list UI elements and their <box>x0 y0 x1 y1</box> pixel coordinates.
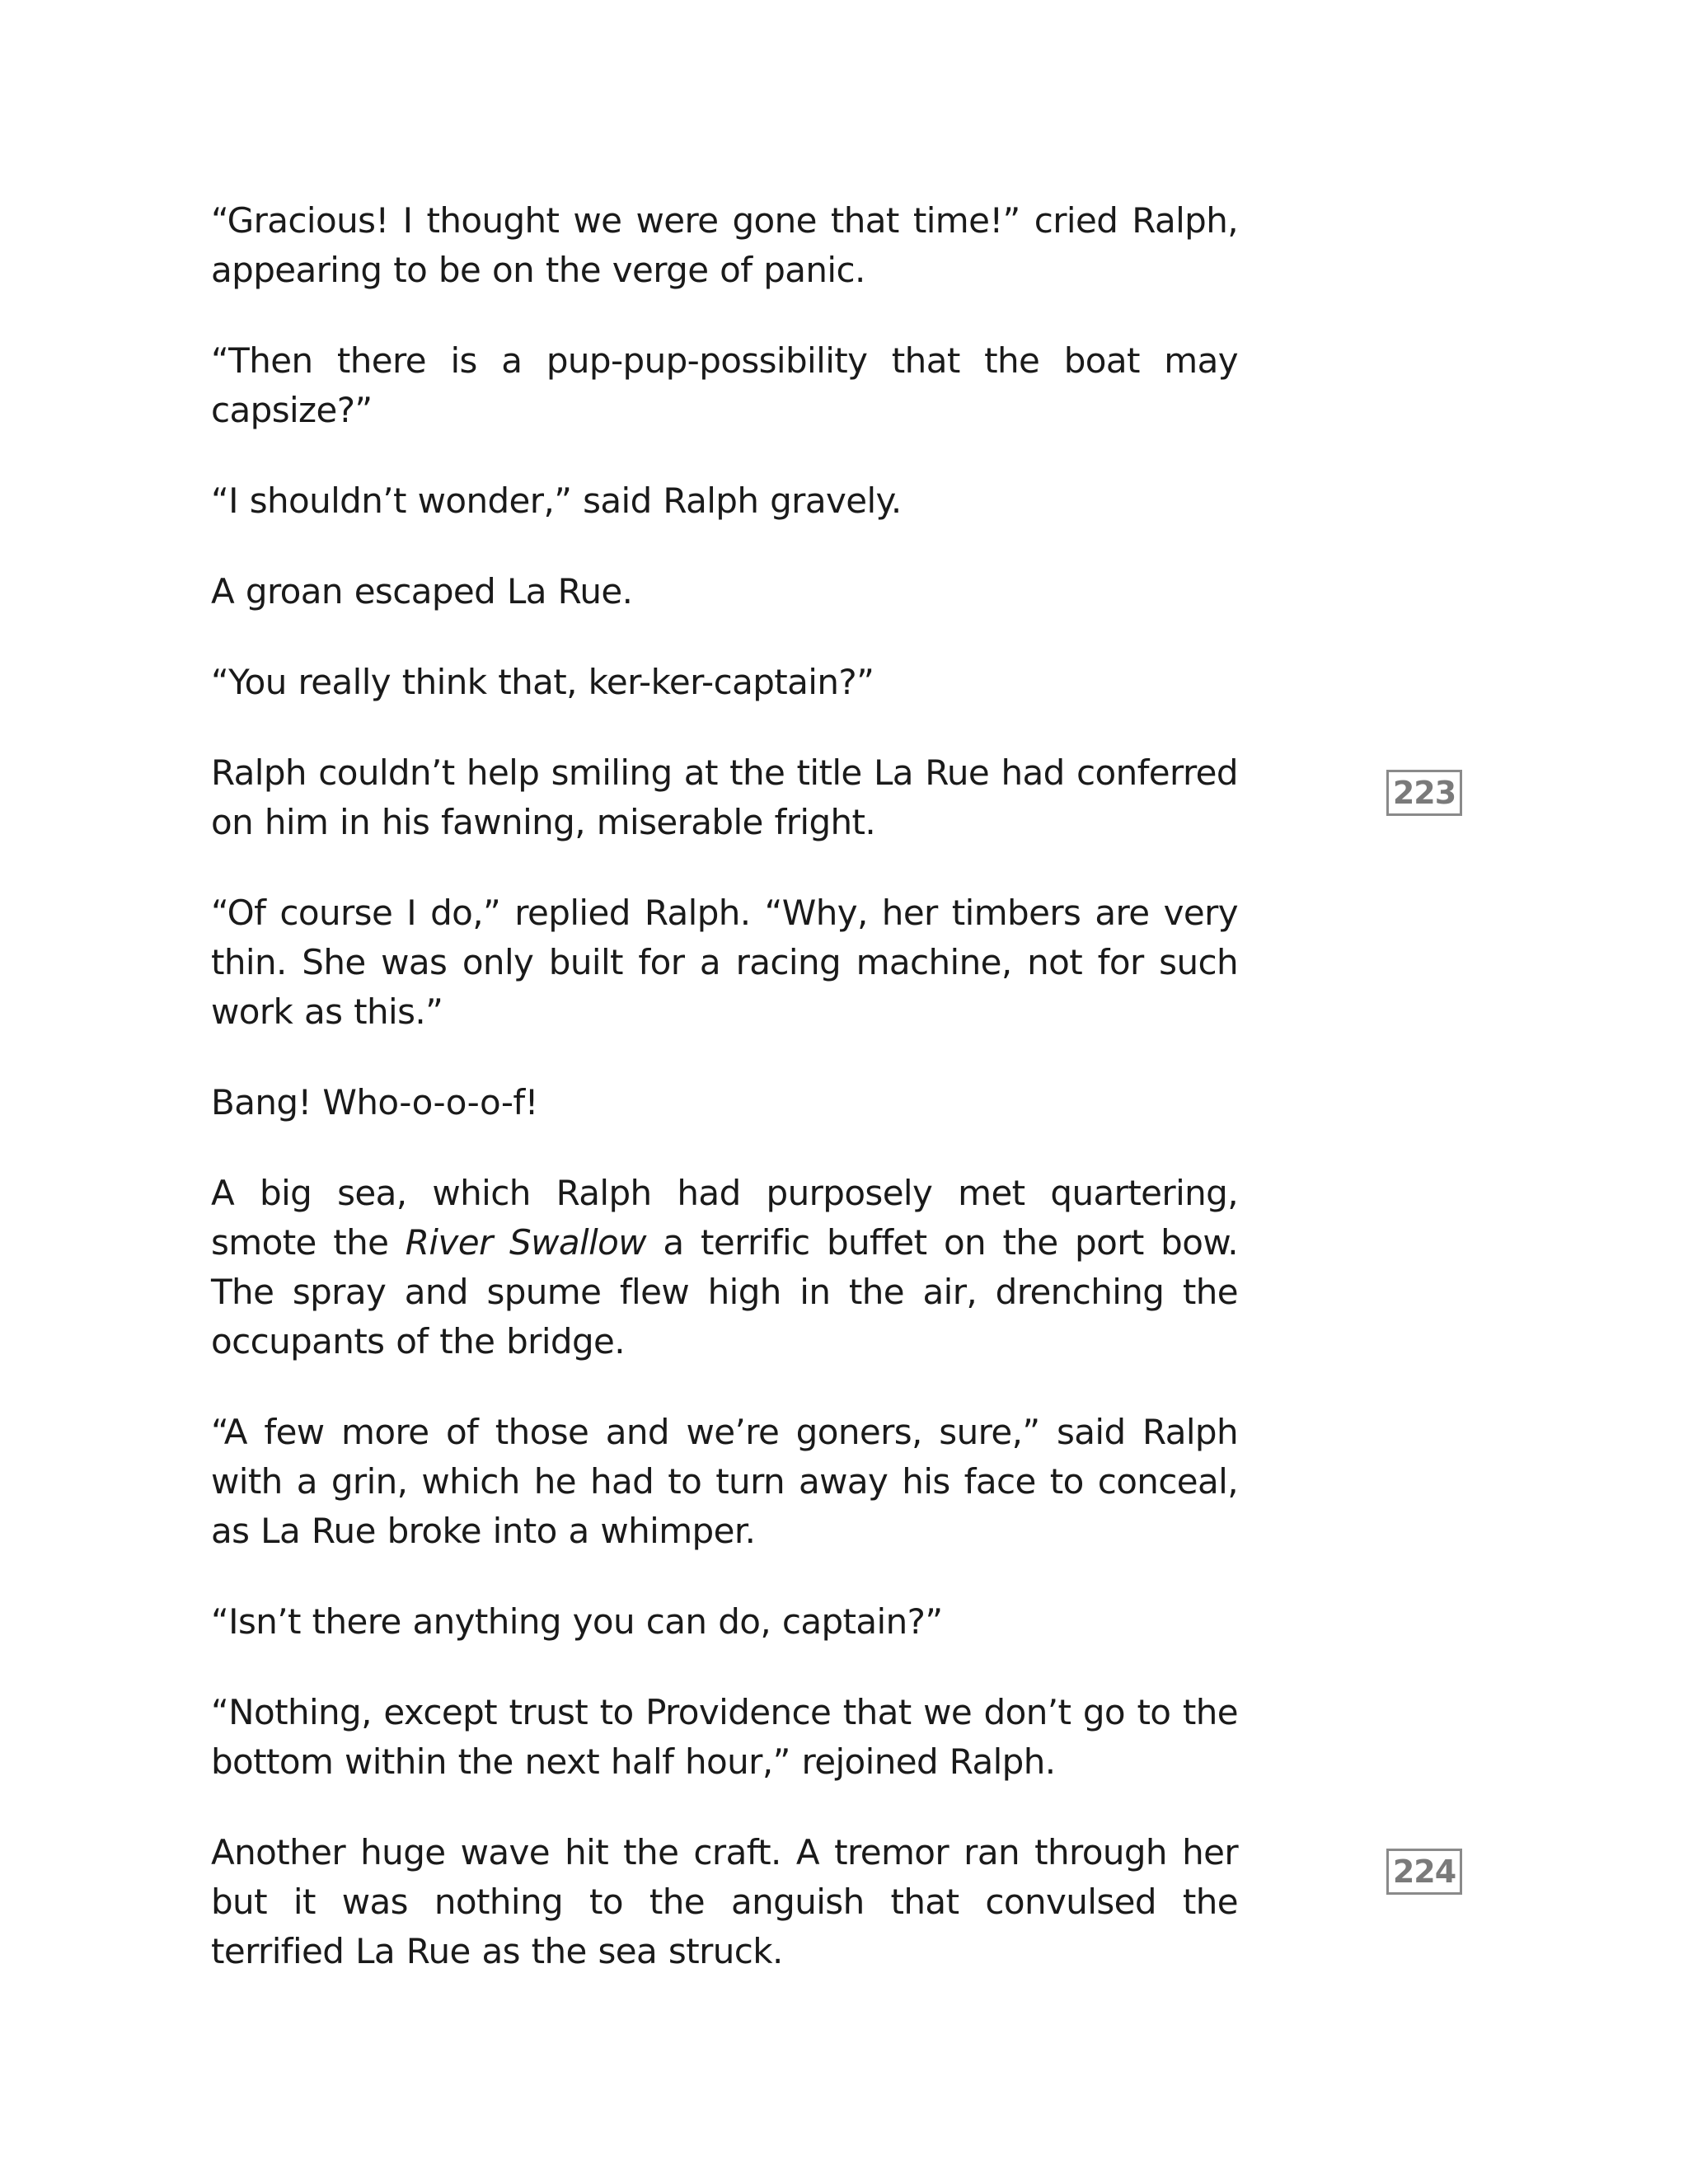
paragraph-text: a terrific buffet on the port bow. The spray and spume flew high in the air, drenching the occupants of the bridge. <box>211 1222 1238 1361</box>
paragraph: “Gracious! I thought we were gone that time!” cried Ralph, appearing to be on the verge of panic. <box>211 200 1238 290</box>
paragraph: “Then there is a pup-pup-possibility that the boat may capsize?” <box>211 340 1238 430</box>
paragraph: “You really think that, ker-ker-captain?” <box>211 662 874 702</box>
paragraph: Bang! Who-o-o-o-f! <box>211 1082 538 1122</box>
paragraph: Ralph couldn’t help smiling at the title La Rue had conferred on him in his fawning, miserable fright. <box>211 752 1238 842</box>
page-marker: 224 <box>1386 1849 1462 1895</box>
body-text <box>211 196 1238 2018</box>
paragraph: “Isn’t there anything you can do, captain?” <box>211 1601 943 1642</box>
paragraph: “Of course I do,” replied Ralph. “Why, her timbers are very thin. She was only built for a racing machine, not for such work as this.” <box>211 893 1238 1032</box>
paragraph: Another huge wave hit the craft. A tremor ran through her but it was nothing to the anguish that convulsed the terrified La Rue as the sea struck. <box>211 1832 1238 1971</box>
page-marker: 223 <box>1386 770 1462 816</box>
paragraph-text: A big sea, which Ralph had purposely met quartering, smote the <box>211 1173 1238 1263</box>
paragraph: “A few more of those and we’re goners, sure,” said Ralph with a grin, which he had to turn away his face to conceal, as La Rue broke into a whimper. <box>211 1412 1238 1551</box>
boat-name: River Swallow <box>405 1222 646 1263</box>
paragraph <box>211 1169 1238 1366</box>
paragraph: “I shouldn’t wonder,” said Ralph gravely. <box>211 480 902 521</box>
paragraph: A groan escaped La Rue. <box>211 571 633 612</box>
paragraph: “Nothing, except trust to Providence that we don’t go to the bottom within the next half hour,” rejoined Ralph. <box>211 1692 1238 1782</box>
